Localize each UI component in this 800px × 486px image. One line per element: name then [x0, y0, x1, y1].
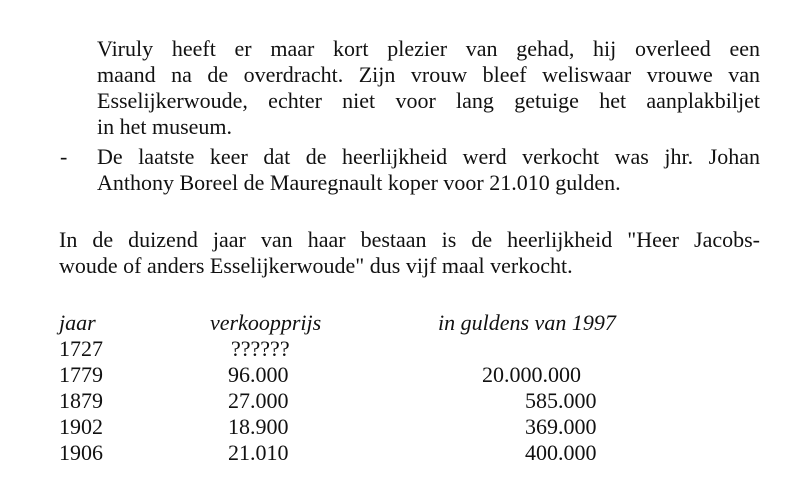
table-cell-year: 1906: [59, 440, 103, 465]
bullet-line: De laatste keer dat de heerlijkheid werd verkocht was jhr. Johan: [97, 144, 760, 169]
table-cell-price: 96.000: [228, 362, 289, 387]
table-cell-value: 369.000: [525, 414, 597, 439]
table-cell-year: 1779: [59, 362, 103, 387]
paragraph-line: maand na de overdracht. Zijn vrouw bleef weliswaar vrouwe van: [97, 62, 760, 87]
paragraph-line: in het museum.: [97, 114, 233, 139]
header-sale-price: verkoopprijs: [210, 310, 322, 335]
bullet-marker: -: [60, 144, 68, 169]
paragraph-line: Esselijkerwoude, echter niet voor lang getuige het aanplakbiljet: [97, 88, 760, 113]
table-cell-price: 18.900: [228, 414, 289, 439]
table-cell-price: 21.010: [228, 440, 289, 465]
table-cell-price: 27.000: [228, 388, 289, 413]
paragraph-line: In de duizend jaar van haar bestaan is de heerlijkheid "Heer Jacobs-: [59, 227, 760, 252]
table-cell-value: 400.000: [525, 440, 597, 465]
bullet-line: Anthony Boreel de Mauregnault koper voor 21.010 gulden.: [97, 170, 621, 195]
table-cell-value: 20.000.000: [482, 362, 581, 387]
table-cell-price: ??????: [231, 336, 290, 361]
header-year: jaar: [59, 310, 96, 335]
paragraph-line: Viruly heeft er maar kort plezier van gehad, hij overleed een: [97, 36, 760, 61]
table-cell-value: 585.000: [525, 388, 597, 413]
table-cell-year: 1902: [59, 414, 103, 439]
paragraph-line: woude of anders Esselijkerwoude" dus vijf maal verkocht.: [59, 253, 573, 278]
table-cell-year: 1879: [59, 388, 103, 413]
table-cell-year: 1727: [59, 336, 103, 361]
header-guilders-1997: in guldens van 1997: [438, 310, 616, 335]
